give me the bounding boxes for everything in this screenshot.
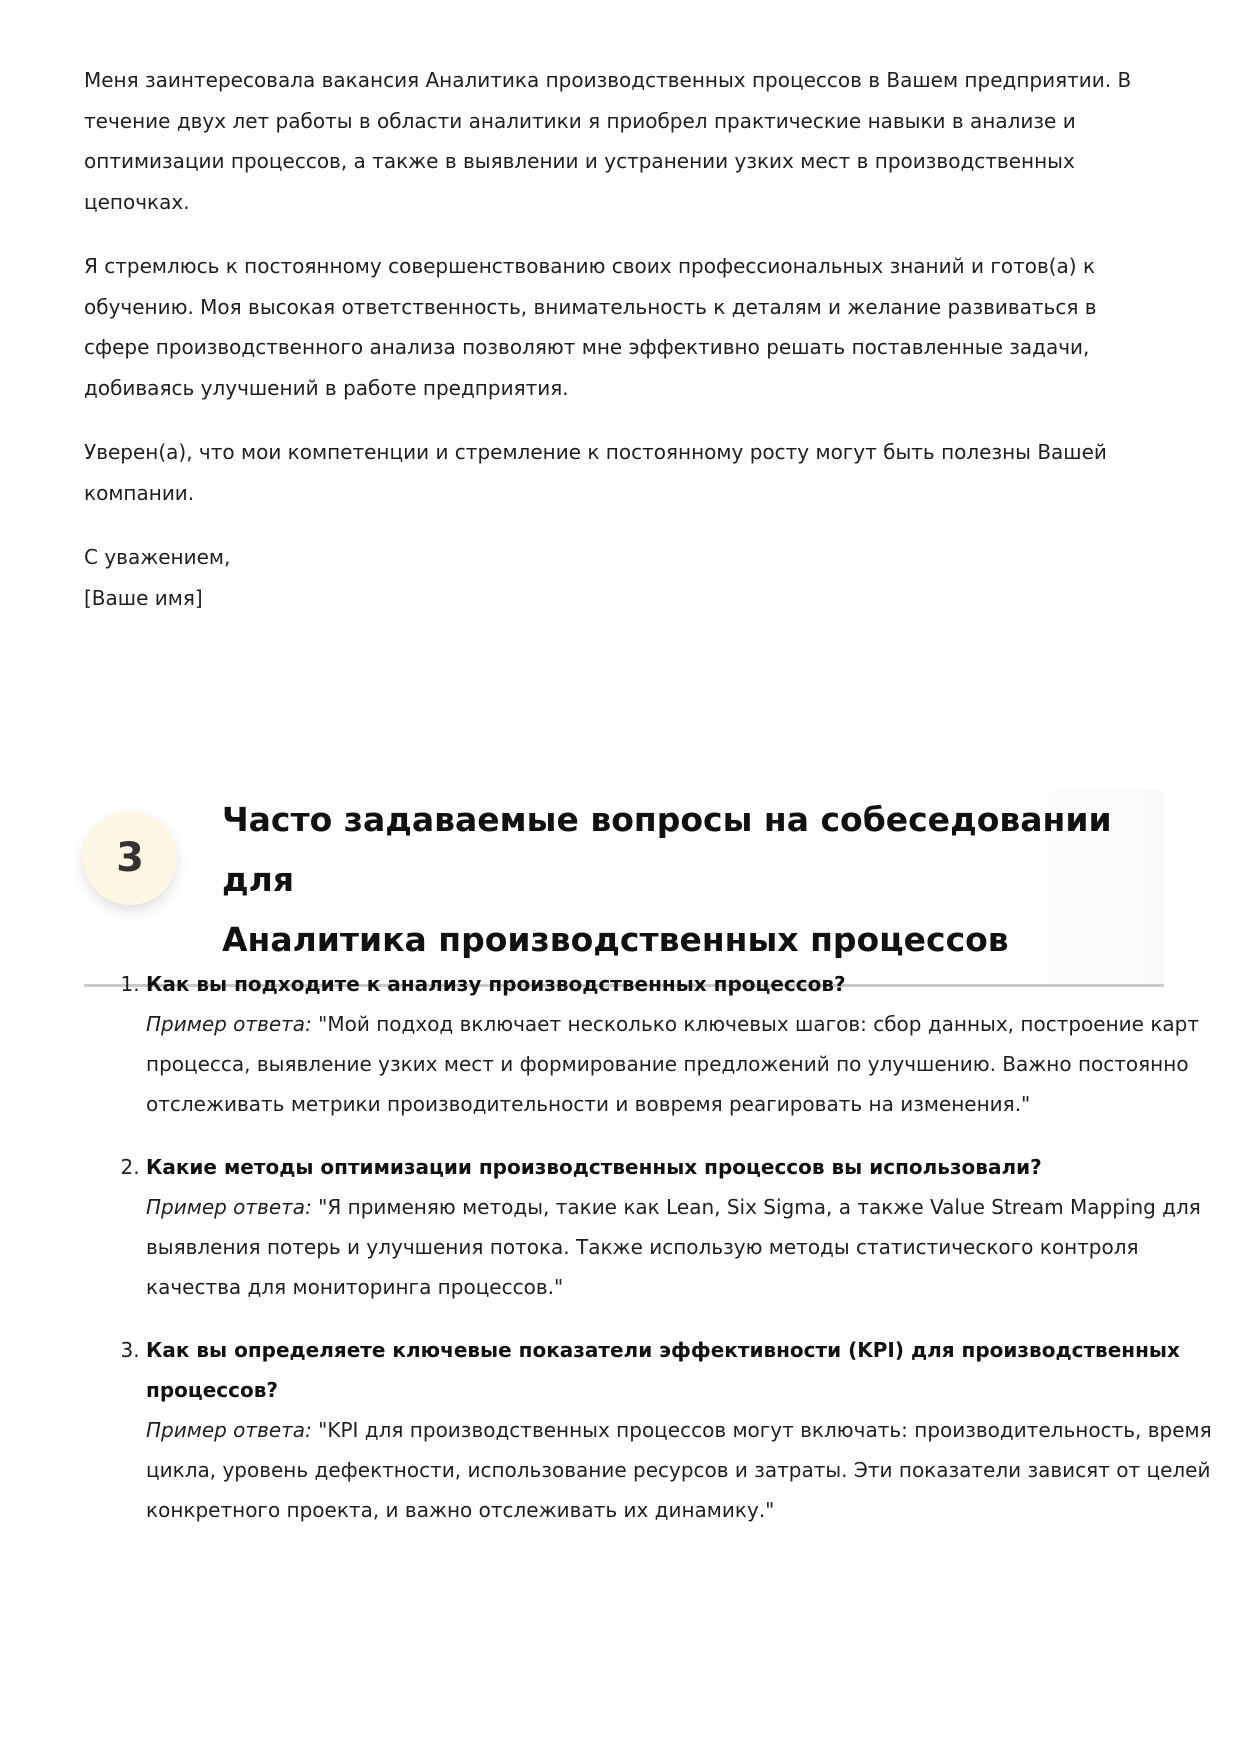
- faq-item: [146, 1147, 1226, 1307]
- answer: "Я применяю методы, такие как Lean, Six Sigma, а также Value Stream Mapping для выявления потерь и улучшения потока. Также использую методы статистического контроля качества для мониторинга процессов.": [146, 1195, 1201, 1299]
- cover-letter: [84, 60, 1164, 642]
- letter-paragraph: Я стремлюсь к постоянному совершенствованию своих профессиональных знаний и готов(а) к обучению. Моя высокая ответственность, внимательность к деталям и желание развиваться в сфере производственного анализа позволяют мне эффективно решать поставленные задачи, добиваясь улучшений в работе предприятия.: [84, 254, 1097, 400]
- title-line-2: Аналитика производственных процессов: [222, 920, 1009, 959]
- example-label: Пример ответа:: [146, 1418, 312, 1442]
- letter-paragraph: Уверен(а), что мои компетенции и стремление к постоянному росту могут быть полезны Вашей компании.: [84, 440, 1107, 505]
- letter-paragraph: Меня заинтересовала вакансия Аналитика производственных процессов в Вашем предприятии. В течение двух лет работы в области аналитики я приобрел практические навыки в анализе и оптимизации процессов, а также в выявлении и устранении узких мест в производственных цепочках.: [84, 68, 1132, 214]
- question: Как вы подходите к анализу производственных процессов?: [146, 972, 846, 996]
- question: Какие методы оптимизации производственных процессов вы использовали?: [146, 1155, 1042, 1179]
- faq-item: [146, 1330, 1226, 1530]
- title-line-1: Часто задаваемые вопросы на собеседовании для: [222, 800, 1112, 899]
- closing: С уважением,: [84, 545, 231, 569]
- example-label: Пример ответа:: [146, 1012, 312, 1036]
- signature: [84, 537, 1164, 618]
- section-number-badge: 3: [83, 811, 177, 905]
- section-title: [222, 790, 1164, 970]
- section-heading: [84, 790, 1164, 987]
- faq-list: [84, 964, 1226, 1553]
- faq-section-header: [84, 790, 1164, 987]
- signer-name: [Ваше имя]: [84, 585, 203, 610]
- example-label: Пример ответа:: [146, 1195, 312, 1219]
- answer: "KPI для производственных процессов могут включать: производительность, время цикла, уровень дефектности, использование ресурсов и затраты. Эти показатели зависят от целей конкретного проекта, и важно отслеживать их динамику.": [146, 1418, 1212, 1522]
- faq-item: [146, 964, 1226, 1124]
- answer: "Мой подход включает несколько ключевых шагов: сбор данных, построение карт процесса, выявление узких мест и формирование предложений по улучшению. Важно постоянно отслеживать метрики производительности и вовремя реагировать на изменения.": [146, 1012, 1200, 1116]
- question: Как вы определяете ключевые показатели эффективности (KPI) для производственных процессов?: [146, 1338, 1180, 1402]
